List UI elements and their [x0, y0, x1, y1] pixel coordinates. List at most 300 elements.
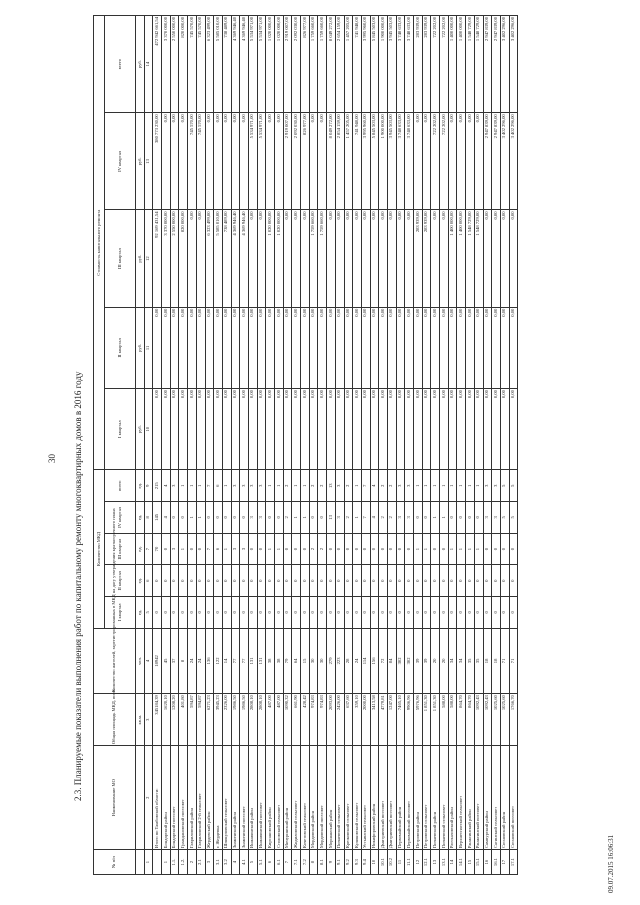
table-cell: 3413,58: [370, 694, 379, 746]
table-cell: 0,00: [196, 389, 205, 470]
table-cell: 1: [431, 470, 440, 502]
table-cell: 0: [492, 597, 501, 629]
table-cell: 0,00: [292, 307, 301, 388]
table-cell: 2 092 030,00: [292, 113, 301, 210]
table-cell: 283 939,00: [422, 16, 431, 113]
table-cell: 4: [231, 850, 240, 875]
table-cell: 0,00: [205, 307, 214, 388]
table-cell: 5 534 971,00: [257, 16, 266, 113]
table-cell: 0,00: [292, 210, 301, 307]
table-cell: 2326,00: [222, 694, 231, 746]
table-cell: 34: [448, 628, 457, 694]
table-cell: 0: [214, 565, 223, 597]
table-cell: 302: [396, 628, 405, 694]
table-cell: 0: [422, 502, 431, 534]
table-cell: 0: [188, 597, 197, 629]
table-cell: 0: [344, 597, 353, 629]
table-cell: 0,00: [379, 389, 388, 470]
table-cell: 10: [370, 850, 379, 875]
table-cell: 0,00: [248, 307, 257, 388]
table-cell: 1: [353, 470, 362, 502]
table-row: [344, 16, 353, 875]
table-cell: 1 548 729,00: [466, 16, 475, 113]
table-cell: 0,00: [257, 210, 266, 307]
table-cell: 0,00: [474, 389, 483, 470]
table-cell: 10: [144, 389, 153, 470]
table-cell: 16: [483, 850, 492, 875]
table-cell: 0: [196, 565, 205, 597]
table-cell: 359,10: [353, 694, 362, 746]
table-cell: Инжавинский поссовет: [257, 746, 266, 850]
table-cell: 594,87: [196, 694, 205, 746]
table-cell: 4 369 946,40: [240, 16, 249, 113]
table-cell: 0,00: [405, 210, 414, 307]
table-row: [257, 16, 266, 875]
table-cell: 4: [162, 502, 171, 534]
table-cell: 0: [361, 533, 370, 565]
table-cell: 2: [283, 470, 292, 502]
table-cell: 1 400 000,00: [448, 16, 457, 113]
table-cell: 0: [170, 502, 179, 534]
table-cell: 24: [353, 628, 362, 694]
table-cell: 302: [405, 628, 414, 694]
table-cell: 0: [431, 597, 440, 629]
table-cell: 0,00: [414, 307, 423, 388]
table-cell: 0,00: [162, 389, 171, 470]
table-cell: 0,00: [205, 113, 214, 210]
table-cell: 2.1: [196, 850, 205, 875]
table-cell: ед.: [136, 502, 145, 534]
table-cell: 1 548 729,00: [474, 210, 483, 307]
table-cell: Сампурский район: [483, 746, 492, 850]
table-cell: 0,00: [405, 307, 414, 388]
table-cell: 1 759 660,00: [318, 210, 327, 307]
table-cell: 0: [414, 502, 423, 534]
table-cell: 0,00: [196, 307, 205, 388]
table-cell: Дмитриевский поссовет: [387, 746, 396, 850]
table-cell: 0: [431, 533, 440, 565]
table-cell: 0: [466, 502, 475, 534]
table-cell: 380 773 230,00: [153, 113, 162, 210]
table-cell: 2 550 000,00: [170, 16, 179, 113]
table-cell: 0,00: [361, 210, 370, 307]
table-cell: 0,00: [353, 307, 362, 388]
table-cell: 1 900 000,00: [379, 113, 388, 210]
table-cell: 0: [448, 565, 457, 597]
table-cell: 2093,00: [327, 694, 336, 746]
table-row: [474, 16, 483, 875]
table-cell: 0,00: [292, 389, 301, 470]
table-cell: 0: [309, 502, 318, 534]
table-row: [448, 16, 457, 875]
table-cell: 0,00: [179, 307, 188, 388]
table-cell: 0: [205, 565, 214, 597]
table-cell: 4: [162, 470, 171, 502]
table-cell: 6.1: [275, 850, 284, 875]
table-body: [136, 16, 518, 875]
table-cell: 0: [162, 533, 171, 565]
header-mkd-q2: II квартал: [105, 565, 136, 597]
table-cell: 24: [196, 628, 205, 694]
table-cell: 0: [179, 502, 188, 534]
table-cell: 0,00: [387, 307, 396, 388]
table-cell: 1: [188, 470, 197, 502]
table-cell: 1 548 729,00: [474, 16, 483, 113]
table-cell: 283 939,00: [414, 210, 423, 307]
table-cell: 0,00: [301, 389, 310, 470]
table-cell: 0,00: [179, 113, 188, 210]
table-cell: 0,00: [509, 307, 518, 388]
table-cell: 0,00: [309, 389, 318, 470]
table-cell: 2: [283, 502, 292, 534]
table-cell: 0: [266, 597, 275, 629]
table-cell: Итого по Тамбовской области:: [153, 746, 162, 850]
table-cell: 4: [144, 628, 153, 694]
table-cell: 0: [301, 533, 310, 565]
header-mkd-total: всего: [105, 470, 136, 502]
table-cell: 38: [275, 628, 284, 694]
table-cell: 1: [144, 850, 153, 875]
table-cell: 0: [248, 565, 257, 597]
table-cell: 1 548 729,00: [466, 210, 475, 307]
table-cell: 3: [248, 470, 257, 502]
table-cell: 0,00: [266, 307, 275, 388]
table-cell: 0: [379, 597, 388, 629]
table-cell: Устьинский сельсовет: [361, 746, 370, 850]
table-row: [353, 16, 362, 875]
table-cell: 6271,23: [205, 694, 214, 746]
table-cell: 0,00: [153, 389, 162, 470]
table-cell: 3945,23: [214, 694, 223, 746]
table-cell: 1: [188, 502, 197, 534]
table-cell: Гавриловский 2-й сельсовет: [196, 746, 205, 850]
table-cell: 0,00: [431, 389, 440, 470]
table-cell: 7.2: [301, 850, 310, 875]
table-cell: 0,00: [275, 307, 284, 388]
table-row: [188, 16, 197, 875]
table-cell: 3: [240, 533, 249, 565]
table-cell: Шпикуловский сельсовет: [222, 746, 231, 850]
table-cell: 1090,32: [283, 694, 292, 746]
table-cell: 738 489,00: [222, 16, 231, 113]
table-cell: руб.: [136, 307, 145, 388]
table-cell: Никифоровский район: [370, 746, 379, 850]
table-cell: 0: [483, 533, 492, 565]
table-cell: 7: [144, 533, 153, 565]
table-cell: 1025,60: [492, 694, 501, 746]
table-cell: 1986,50: [231, 694, 240, 746]
table-cell: 1092,43: [483, 694, 492, 746]
table-cell: 0: [240, 502, 249, 534]
table-cell: 5 585 010,00: [214, 16, 223, 113]
table-cell: 2 919 007,00: [283, 113, 292, 210]
table-cell: Пичаевский сельсовет: [335, 746, 344, 850]
table-cell: 3 995 960,00: [361, 113, 370, 210]
table-cell: 7465,10: [396, 694, 405, 746]
table-cell: 0: [318, 597, 327, 629]
table-cell: 0,00: [466, 307, 475, 388]
table-cell: 1: [466, 533, 475, 565]
table-cell: 0,00: [361, 307, 370, 388]
table-cell: 1: [196, 502, 205, 534]
table-cell: 1: [162, 850, 171, 875]
table-cell: 0: [422, 597, 431, 629]
table-cell: 39: [422, 628, 431, 694]
table-cell: 0: [405, 597, 414, 629]
table-cell: 13: [327, 470, 336, 502]
table-cell: 17: [500, 850, 509, 875]
table-cell: 1: [440, 502, 449, 534]
table-cell: 0,00: [431, 307, 440, 388]
header-cost-q3: III квартал: [105, 210, 136, 307]
table-cell: 1 457 205,00: [344, 16, 353, 113]
table-cell: 0,00: [483, 210, 492, 307]
table-cell: 0,00: [231, 389, 240, 470]
table-cell: 7: [283, 850, 292, 875]
table-row: [327, 16, 336, 875]
header-cost-q2: II квартал: [105, 307, 136, 388]
table-cell: 1: [457, 533, 466, 565]
table-cell: 1: [474, 533, 483, 565]
table-cell: 0,00: [309, 307, 318, 388]
table-cell: 8 049 272,00: [327, 16, 336, 113]
table-cell: 8: [179, 628, 188, 694]
table-row: [231, 16, 240, 875]
table-cell: 0,00: [474, 307, 483, 388]
table-row: [301, 16, 310, 875]
table-cell: 0: [379, 533, 388, 565]
table-cell: Первомайский поссовет: [405, 746, 414, 850]
table-cell: 487,00: [275, 694, 284, 746]
table-cell: 0: [318, 502, 327, 534]
table-cell: 0: [500, 533, 509, 565]
table-cell: 3.2: [222, 850, 231, 875]
table-cell: 0: [231, 502, 240, 534]
table-cell: 15: [301, 628, 310, 694]
table-cell: 0: [457, 597, 466, 629]
table-cell: 0,00: [335, 307, 344, 388]
table-cell: 6 323 499,00: [205, 210, 214, 307]
units-row: [136, 16, 145, 875]
table-cell: 11: [396, 850, 405, 875]
table-cell: 3 748 633,00: [396, 16, 405, 113]
table-cell: 1: [196, 470, 205, 502]
table-cell: 0,00: [283, 389, 292, 470]
table-cell: 13: [144, 113, 153, 210]
table-cell: 71: [500, 628, 509, 694]
table-cell: 0,00: [170, 307, 179, 388]
table-cell: 0: [405, 565, 414, 597]
table-cell: 1: [448, 533, 457, 565]
table-cell: 3 748 633,00: [405, 16, 414, 113]
table-cell: 0,00: [448, 113, 457, 210]
table-cell: 0,00: [301, 210, 310, 307]
table-cell: 0,00: [457, 389, 466, 470]
table-row: [179, 16, 188, 875]
table-cell: 84: [387, 628, 396, 694]
table-cell: 1: [414, 533, 423, 565]
table-cell: 9: [327, 850, 336, 875]
table-cell: 0,00: [379, 307, 388, 388]
table-cell: 3: [483, 470, 492, 502]
table-cell: 5: [509, 502, 518, 534]
table-cell: 738 489,00: [222, 210, 231, 307]
table-cell: 0,00: [162, 113, 171, 210]
table-cell: 0: [335, 565, 344, 597]
table-cell: 0: [214, 597, 223, 629]
table-cell: 0,00: [370, 210, 379, 307]
table-cell: 1208,20: [170, 694, 179, 746]
table-cell: 0: [222, 502, 231, 534]
table-cell: 3: [170, 533, 179, 565]
table-cell: 1025,60: [500, 694, 509, 746]
table-cell: 1: [440, 470, 449, 502]
table-cell: 6: [214, 470, 223, 502]
table-cell: 3: [396, 470, 405, 502]
capital-repair-table: [93, 15, 518, 875]
table-cell: 2 919 007,00: [283, 16, 292, 113]
table-cell: 3: [144, 694, 153, 746]
table-cell: 588,00: [448, 694, 457, 746]
table-cell: 0,00: [448, 389, 457, 470]
table-cell: 0: [153, 565, 162, 597]
table-cell: 0: [179, 597, 188, 629]
table-cell: 0: [231, 565, 240, 597]
table-cell: Мичуринский район: [283, 746, 292, 850]
table-cell: 0: [414, 565, 423, 597]
table-cell: 0: [448, 597, 457, 629]
table-cell: 3: [240, 470, 249, 502]
table-cell: 0,00: [318, 307, 327, 388]
table-cell: 0: [370, 533, 379, 565]
table-cell: 3: [257, 470, 266, 502]
table-cell: 1: [474, 470, 483, 502]
table-cell: 3: [483, 502, 492, 534]
table-cell: Сатинский сельсовет: [492, 746, 501, 850]
table-cell: 0: [162, 565, 171, 597]
table-cell: 2: [318, 470, 327, 502]
table-cell: 2808,10: [257, 694, 266, 746]
table-cell: 9.3: [353, 850, 362, 875]
table-cell: 0: [483, 565, 492, 597]
table-cell: 9.4: [361, 850, 370, 875]
table-cell: 2000,00: [361, 694, 370, 746]
table-cell: Гавриловский район: [188, 746, 197, 850]
table-cell: 2: [188, 850, 197, 875]
table-row: [335, 16, 344, 875]
table-row: [361, 16, 370, 875]
table-cell: 0,00: [440, 210, 449, 307]
table-cell: чел.: [136, 628, 145, 694]
table-cell: 1: [431, 502, 440, 534]
table-row: [379, 16, 388, 875]
table-cell: 3: [257, 502, 266, 534]
table-cell: Куликовский сельсовет: [353, 746, 362, 850]
table-cell: 30: [309, 628, 318, 694]
table-cell: 0: [353, 533, 362, 565]
table-cell: ед.: [136, 533, 145, 565]
table-cell: 0: [440, 533, 449, 565]
table-cell: 1 020 000,00: [275, 16, 284, 113]
table-cell: 0: [492, 565, 501, 597]
table-cell: 0,00: [483, 307, 492, 388]
table-cell: 2: [344, 470, 353, 502]
table-cell: 0: [196, 597, 205, 629]
table-cell: 0: [179, 565, 188, 597]
table-cell: 0,00: [162, 307, 171, 388]
table-cell: 0,00: [414, 113, 423, 210]
table-cell: 92 169 431,54: [153, 210, 162, 307]
table-cell: 0,00: [466, 113, 475, 210]
table-cell: 0: [205, 502, 214, 534]
header-num: № п/п: [94, 850, 136, 875]
table-cell: 0,00: [214, 389, 223, 470]
table-cell: 0,00: [440, 307, 449, 388]
table-cell: 0,00: [188, 389, 197, 470]
table-cell: 1: [275, 533, 284, 565]
table-cell: 122: [214, 628, 223, 694]
table-cell: 0,00: [422, 113, 431, 210]
table-cell: 0: [344, 533, 353, 565]
table-cell: 1: [222, 533, 231, 565]
table-cell: 0,00: [309, 113, 318, 210]
table-cell: 0: [344, 565, 353, 597]
table-cell: 637,60: [344, 694, 353, 746]
table-cell: 3: [231, 470, 240, 502]
table-cell: 0: [257, 533, 266, 565]
table-cell: 594,87: [188, 694, 197, 746]
table-cell: Бондарский район: [162, 746, 171, 850]
table-cell: 0: [405, 533, 414, 565]
table-cell: 3: [205, 850, 214, 875]
table-cell: 2 947 839,00: [483, 16, 492, 113]
table-cell: 16.1: [492, 850, 501, 875]
table-cell: 0,00: [500, 389, 509, 470]
table-cell: 8: [144, 502, 153, 534]
table-cell: 3: [396, 502, 405, 534]
header-cost-q1: I квартал: [105, 389, 136, 470]
table-cell: 0: [396, 533, 405, 565]
table-cell: 2 947 839,00: [492, 113, 501, 210]
table-cell: Жидиловский сельсовет: [292, 746, 301, 850]
table-cell: 345184,39: [153, 694, 162, 746]
table-cell: 2 092 030,00: [292, 16, 301, 113]
table-cell: 0,00: [240, 389, 249, 470]
column-number-row: [144, 16, 153, 875]
header-mkd-group: Количество МКД: [94, 470, 105, 628]
document-title: 2.3. Планируемые показатели выполнения работ по капитальному ремонту многоквартирных домов в 2016 году: [73, 371, 83, 801]
table-cell: 45: [162, 628, 171, 694]
table-cell: 9.2: [344, 850, 353, 875]
table-cell: г. Жердевка: [214, 746, 223, 850]
table-cell: 0: [275, 565, 284, 597]
table-cell: 39: [414, 628, 423, 694]
table-row: [248, 16, 257, 875]
table-cell: 10.2: [387, 850, 396, 875]
table-cell: Сосновский поссовет: [509, 746, 518, 850]
table-cell: 0,00: [492, 210, 501, 307]
table-cell: 4.1: [240, 850, 249, 875]
table-cell: 0: [283, 565, 292, 597]
table-cell: 2 947 839,00: [492, 16, 501, 113]
table-cell: 72: [379, 628, 388, 694]
table-cell: 0,00: [344, 307, 353, 388]
table-cell: 1620,10: [162, 694, 171, 746]
table-row: [214, 16, 223, 875]
table-cell: 1247,00: [387, 694, 396, 746]
table-cell: 11.1: [405, 850, 414, 875]
table-cell: 0,00: [492, 389, 501, 470]
